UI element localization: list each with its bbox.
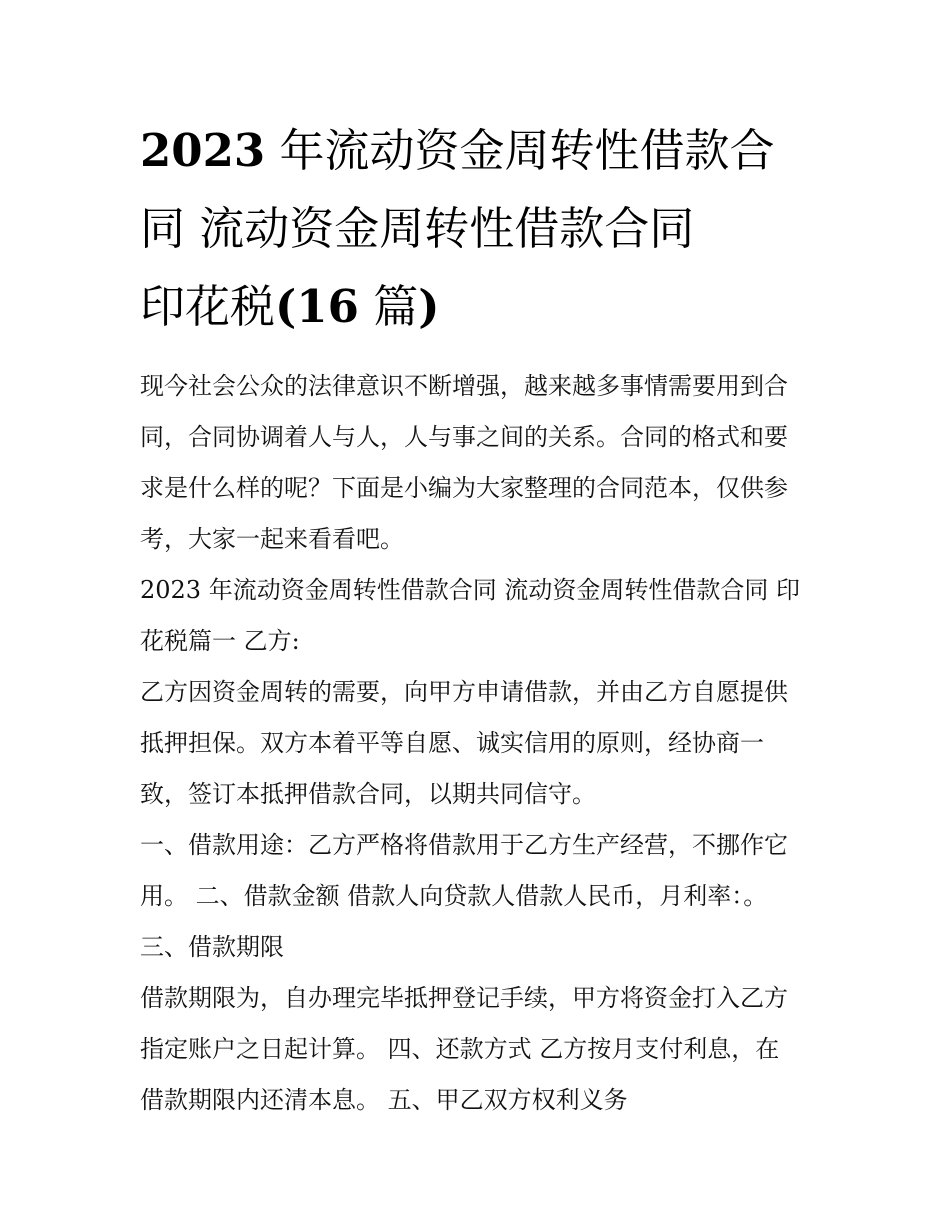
title-line-2: 同 流动资金周转性借款合同	[140, 202, 695, 255]
text-line: 求是什么样的呢？下面是小编为大家整理的合同范本，仅供参	[140, 474, 788, 502]
document-body	[140, 361, 815, 1126]
text-line: 现今社会公众的法律意识不断增强，越来越多事情需要用到合	[140, 372, 788, 400]
text-line: 2023 年流动资金周转性借款合同 流动资金周转性借款合同 印	[140, 576, 800, 604]
text-line: 致，签订本抵押借款合同，以期共同信守。	[140, 780, 596, 808]
title-line-3-b: 篇	[358, 280, 419, 333]
text-line: 用。 二、借款金额 借款人向贷款人借款人民币，月利率：。	[140, 882, 768, 910]
title-year: 2023	[140, 124, 266, 177]
text-line: 考，大家一起来看看吧。	[140, 525, 404, 553]
text-line: 抵押担保。双方本着平等自愿、诚实信用的原则，经协商一	[140, 729, 764, 757]
paragraph-section-heading	[140, 565, 815, 667]
paragraph-clauses-1-3	[140, 820, 815, 973]
paragraph-intro	[140, 361, 815, 565]
text-line: 同，合同协调着人与人，人与事之间的关系。合同的格式和要	[140, 423, 788, 451]
text-line: 一、借款用途：乙方严格将借款用于乙方生产经营，不挪作它	[140, 831, 788, 859]
title-line-3-a: 印花税	[140, 280, 276, 333]
title-line-1	[140, 112, 815, 190]
document-page	[140, 112, 815, 1126]
text-line: 乙方因资金周转的需要，向甲方申请借款，并由乙方自愿提供	[140, 678, 788, 706]
text-line: 借款期限内还清本息。 五、甲乙双方权利义务	[140, 1086, 628, 1114]
text-line: 借款期限为，自办理完毕抵押登记手续，甲方将资金打入乙方	[140, 984, 788, 1012]
text-line: 花税篇一 乙方:	[140, 627, 300, 655]
text-line: 三、借款期限	[140, 933, 284, 961]
text-line: 指定账户之日起计算。 四、还款方式 乙方按月支付利息，在	[140, 1035, 780, 1063]
paragraph-clauses-3-5	[140, 973, 815, 1126]
title-line-3	[140, 268, 815, 346]
paragraph-purpose	[140, 667, 815, 820]
title-line-1-text: 年流动资金周转性借款合	[265, 124, 775, 177]
title-close-paren: )	[418, 280, 440, 333]
document-title	[140, 112, 815, 346]
title-count: (16	[275, 280, 359, 333]
